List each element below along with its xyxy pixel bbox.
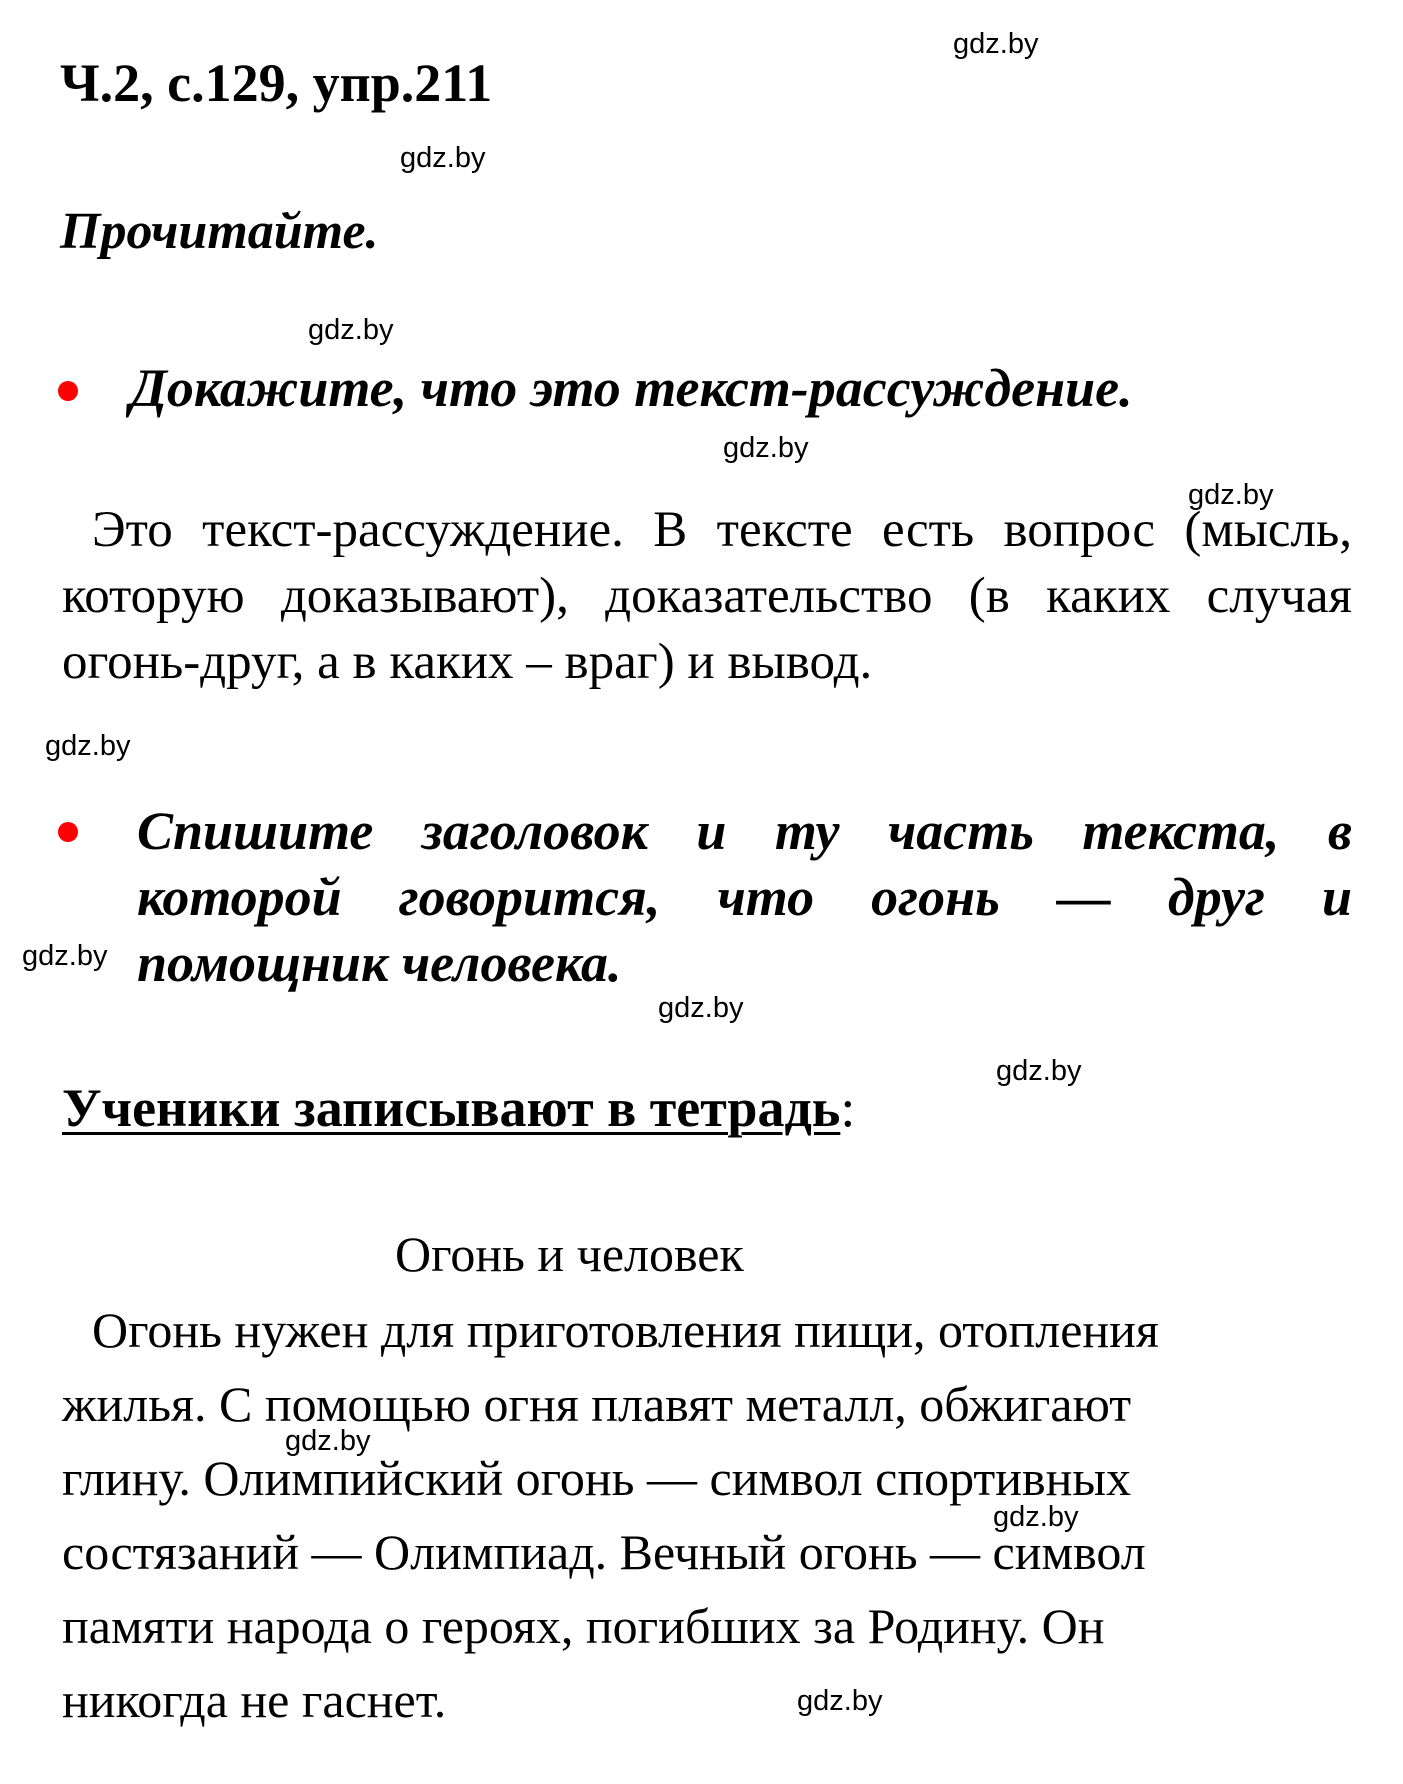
notebook-label-colon: :	[840, 1078, 856, 1138]
watermark: gdz.by	[996, 1055, 1082, 1087]
essay-line: глину. Олимпийский огонь — символ спортивных	[62, 1450, 1131, 1506]
essay-line: памяти народа о героях, погибших за Родину. Он	[62, 1598, 1105, 1654]
watermark: gdz.by	[723, 432, 809, 464]
watermark: gdz.by	[797, 1685, 883, 1717]
essay-line: Огонь нужен для приготовления пищи, отопления	[92, 1302, 1159, 1358]
watermark: gdz.by	[45, 730, 131, 762]
answer-text: Это текст-рассуждение. В тексте есть вопрос (мысль, которую доказывают), доказательство (в каких случая огонь-друг, а в каких – враг) и вывод.	[62, 502, 1352, 690]
bullet-icon	[58, 822, 78, 842]
instruction-read: Прочитайте.	[60, 203, 379, 260]
watermark: gdz.by	[1188, 479, 1274, 511]
watermark: gdz.by	[285, 1425, 371, 1457]
bullet-icon	[58, 381, 78, 401]
task-prove-reasoning: Докажите, что это текст-рассуждение.	[130, 358, 1133, 418]
essay-line: никогда не гаснет.	[62, 1672, 447, 1728]
watermark: gdz.by	[400, 142, 486, 174]
notebook-label	[62, 1077, 855, 1139]
essay-line: жилья. С помощью огня плавят металл, обжигают	[62, 1376, 1132, 1432]
page-title: Ч.2, с.129, упр.211	[60, 53, 493, 113]
watermark: gdz.by	[658, 992, 744, 1024]
watermark: gdz.by	[22, 940, 108, 972]
watermark: gdz.by	[993, 1501, 1079, 1533]
task-copy-heading: Спишите заголовок и ту часть текста, в которой говорится, что огонь — друг и помощник человека.	[137, 801, 1352, 993]
essay-line: состязаний — Олимпиад. Вечный огонь — символ	[62, 1524, 1146, 1580]
notebook-label-text: Ученики записывают в тетрадь	[62, 1078, 841, 1138]
answer-paragraph	[62, 497, 1352, 695]
watermark: gdz.by	[953, 28, 1039, 60]
watermark: gdz.by	[308, 314, 394, 346]
essay-title: Огонь и человек	[395, 1226, 744, 1282]
